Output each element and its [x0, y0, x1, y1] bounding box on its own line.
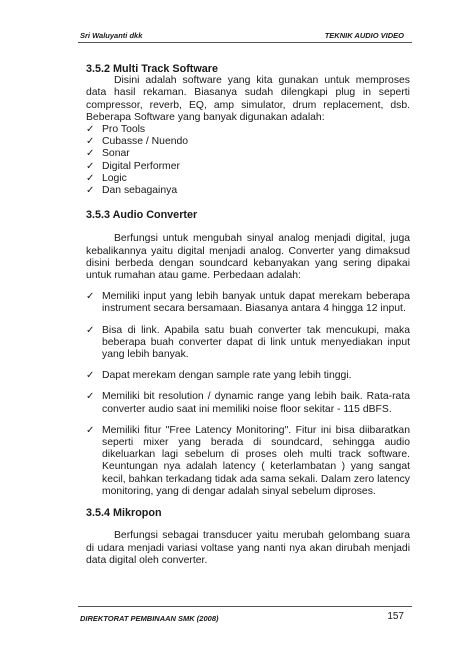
- software-list: [86, 124, 410, 197]
- check-icon: ✓: [86, 136, 95, 148]
- paragraph-multi-track: Disini adalah software yang kita gunakan untuk memproses data hasil rekaman. Biasanya sudah dilengkapi plug in seperti compressor, reverb, EQ, amp simulator, drum replacement, dsb. Beberapa Software yang banyak digunakan adalah:: [86, 75, 410, 123]
- list-item: ✓ Dan sebagainya: [86, 185, 178, 197]
- check-icon: ✓: [86, 172, 95, 184]
- list-item: ✓ Bisa di link. Apabila satu buah converter tak mencukupi, maka beberapa buah converter dapat di link untuk menyediakan input yang lebih banyak.: [86, 324, 410, 361]
- page-number: 157: [387, 611, 404, 622]
- check-icon: ✓: [86, 391, 95, 403]
- list-item: ✓ Logic: [86, 172, 127, 184]
- check-icon: ✓: [86, 148, 95, 160]
- check-icon: ✓: [86, 160, 95, 172]
- check-icon: ✓: [86, 424, 95, 436]
- check-icon: ✓: [86, 185, 95, 197]
- list-item: ✓ Dapat merekam dengan sample rate yang lebih tinggi.: [86, 370, 352, 382]
- section-heading-audio-converter: 3.5.3 Audio Converter: [86, 209, 198, 222]
- list-item: ✓ Digital Performer: [86, 160, 180, 172]
- check-icon: ✓: [86, 370, 95, 382]
- header-subject: TEKNIK AUDIO VIDEO: [324, 31, 404, 40]
- header-author: Sri Waluyanti dkk: [80, 31, 143, 40]
- list-item: ✓ Memiliki fitur "Free Latency Monitoring". Fitur ini bisa diibaratkan seperti mixer yang berada di soundcard, sehingga audio dikeluarkan lagi sebelum di proses oleh multi track software. Keuntungan nya adalah latency ( keterlambatan ) yang sangat kecil, bahkan terkadang tidak ada sama sekali. Dalam zero latency monitoring, yang di dengar adalah sinyal sebelum diproses.: [86, 424, 410, 497]
- footer-divider: [78, 606, 412, 607]
- check-icon: ✓: [86, 291, 95, 303]
- page-content: [86, 63, 410, 567]
- footer-publisher: DIREKTORAT PEMBINAAN SMK (2008): [80, 614, 219, 623]
- header-divider: [78, 42, 412, 43]
- list-item: ✓ Pro Tools: [86, 124, 146, 136]
- list-item: ✓ Memiliki input yang lebih banyak untuk dapat merekam beberapa instrument secara bersamaan. Biasanya antara 4 hingga 12 input.: [86, 291, 410, 315]
- paragraph-mikropon: Berfungsi sebagai transducer yaitu merubah gelombang suara di udara menjadi variasi voltase yang nanti nya akan dirubah menjadi data digital oleh converter.: [86, 530, 410, 566]
- check-icon: ✓: [86, 324, 95, 336]
- list-item: ✓ Sonar: [86, 148, 130, 160]
- paragraph-audio-converter: Berfungsi untuk mengubah sinyal analog menjadi digital, juga kebalikannya yaitu digital menjadi analog. Converter yang dimaksud disini berbeda dengan soundcard kebanyakan yang sering dipakai untuk rumahan atau game. Perbedaan adalah:: [86, 233, 410, 282]
- check-icon: ✓: [86, 124, 95, 136]
- section-heading-mikropon: 3.5.4 Mikropon: [86, 507, 162, 520]
- list-item: ✓ Memiliki bit resolution / dynamic range yang lebih baik. Rata-rata converter audio saat ini memiliki noise floor sekitar - 115 dBFS.: [86, 391, 410, 415]
- section-heading-multi-track: 3.5.2 Multi Track Software: [86, 63, 219, 75]
- converter-features-list: [86, 291, 410, 498]
- list-item: ✓ Cubasse / Nuendo: [86, 136, 189, 148]
